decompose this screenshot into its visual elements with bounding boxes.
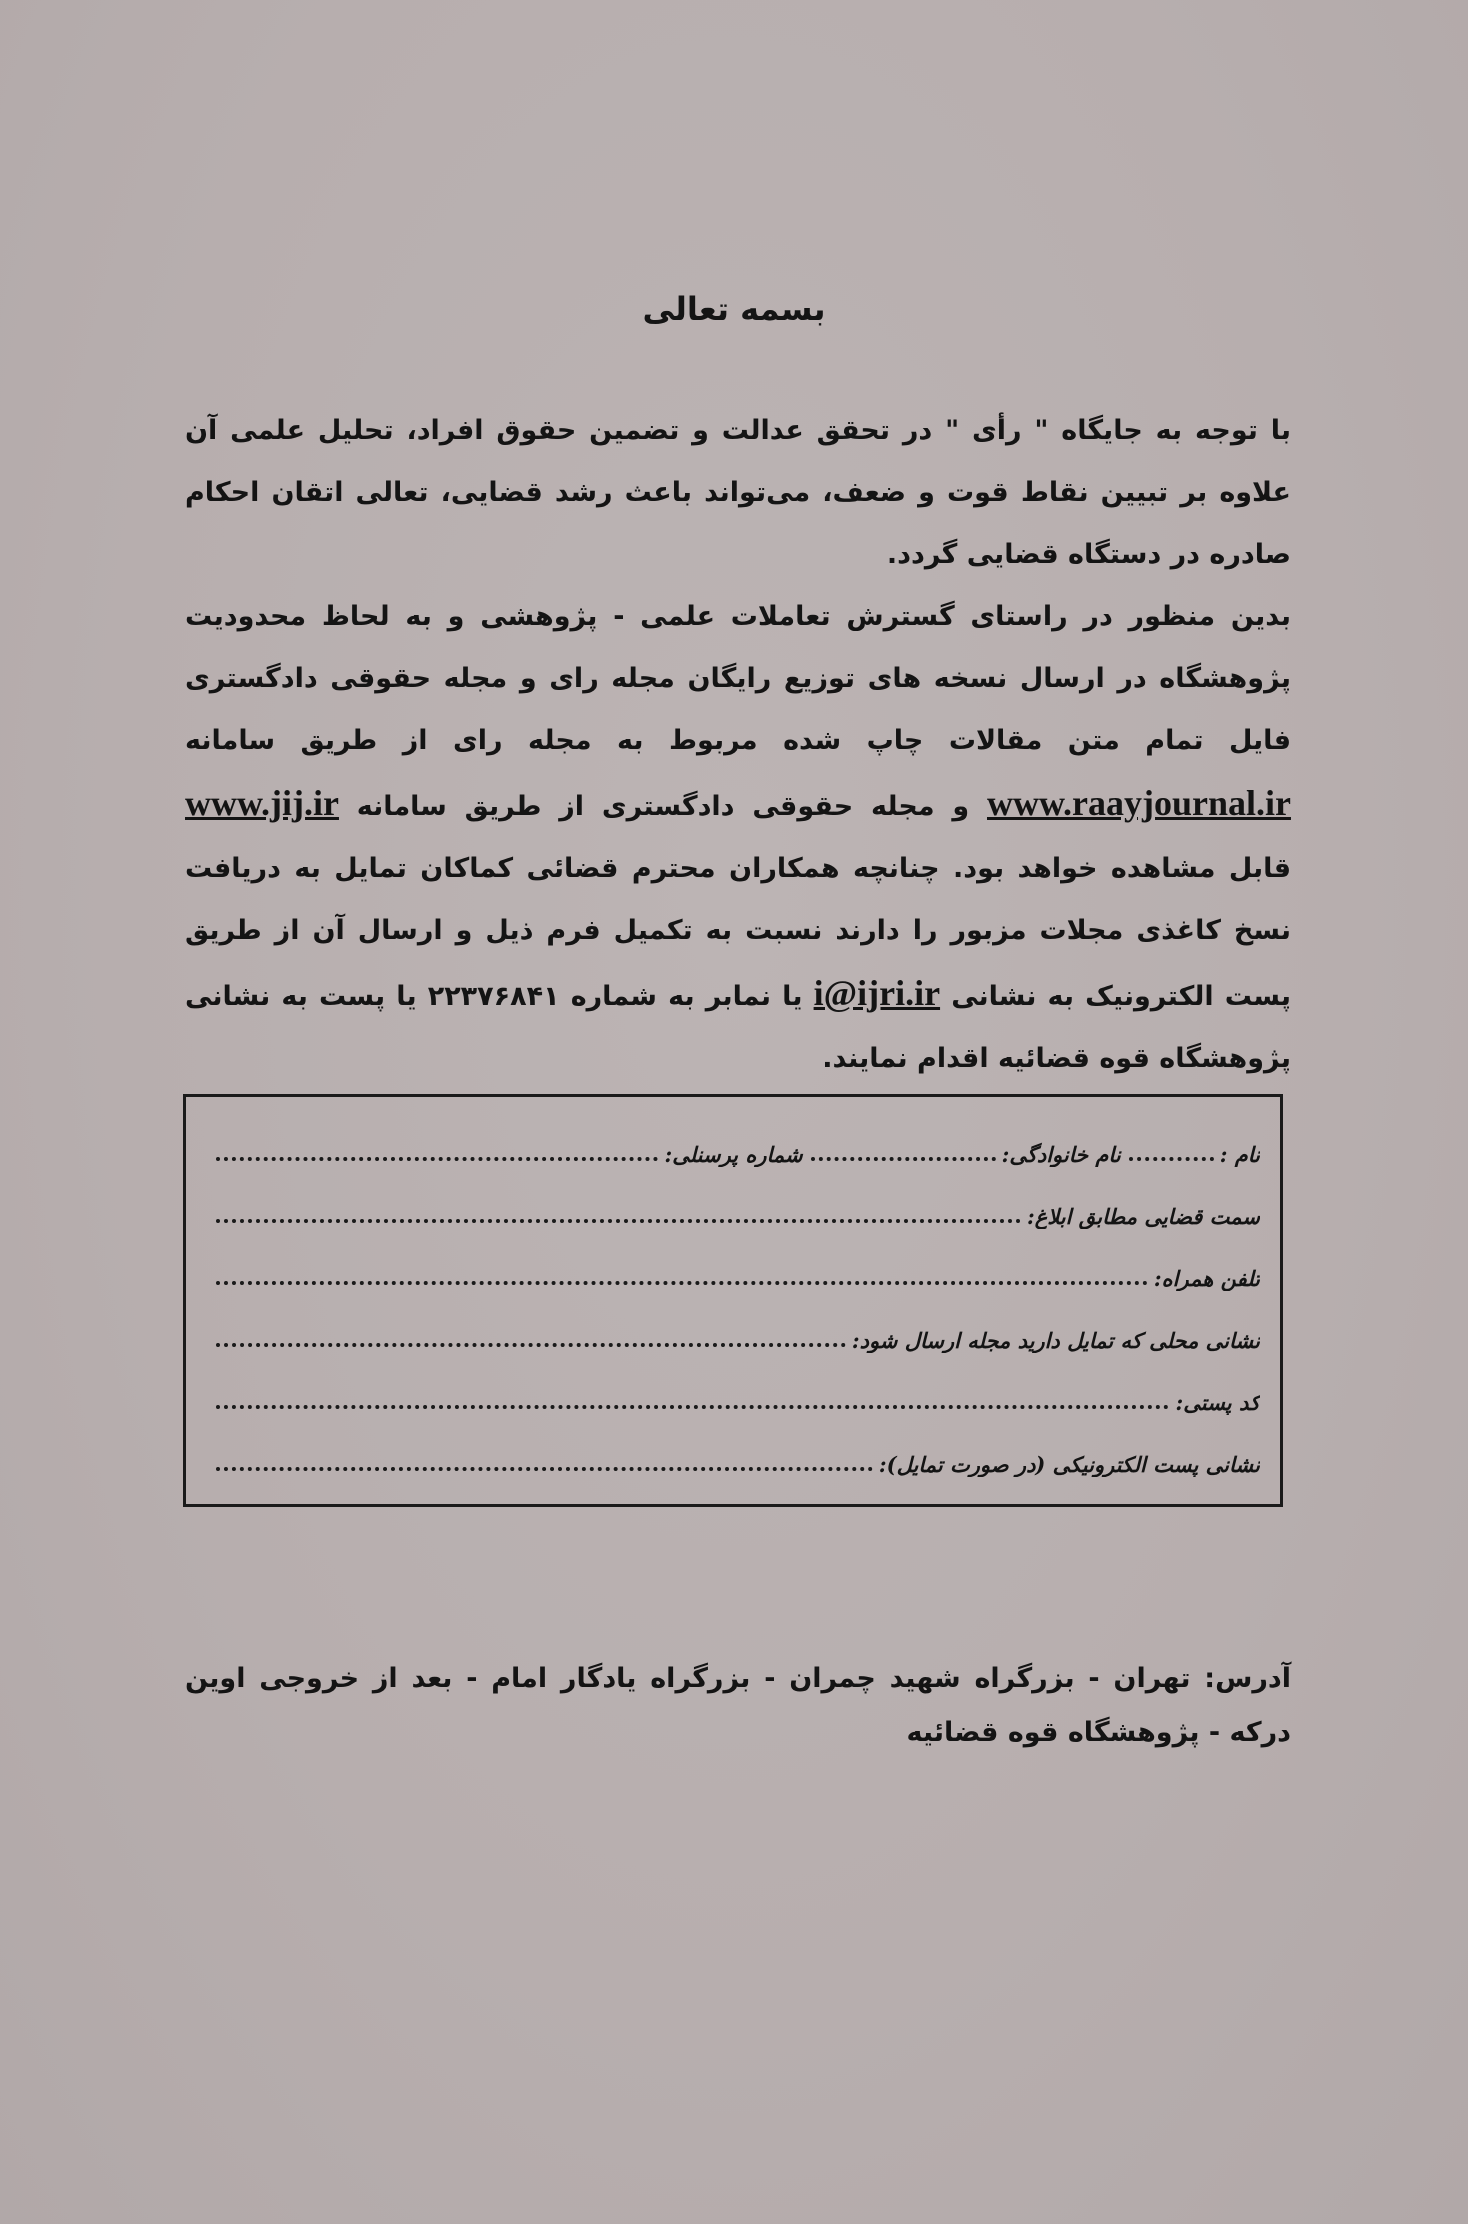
delivery-address-label: نشانی محلی که تمایل دارید مجله ارسال شود:: [851, 1328, 1260, 1353]
form-row-name: [216, 1117, 1260, 1167]
raayjournal-link[interactable]: www.raayjournal.ir: [987, 783, 1291, 823]
body-text: [185, 400, 1291, 1090]
email-link[interactable]: i@ijri.ir: [813, 973, 941, 1013]
position-label: سمت قضایی مطابق ابلاغ:: [1026, 1204, 1260, 1229]
name-label: نام :: [1219, 1142, 1260, 1167]
paragraph-text-4: یا نمابر به شماره ۲۲۳۷۶۸۴۱ یا پست به نشانی پژوهشگاه قوه قضائیه اقدام نمایند.: [185, 981, 1291, 1074]
mobile-field[interactable]: [216, 1281, 1148, 1285]
address-paragraph: [185, 1652, 1291, 1760]
delivery-address-field[interactable]: [216, 1343, 846, 1347]
name-field[interactable]: [1129, 1157, 1214, 1161]
mobile-label: تلفن همراه:: [1153, 1266, 1260, 1291]
paragraph-details: [185, 586, 1291, 1090]
paragraph-text-3: قابل مشاهده خواهد بود. چنانچه همکاران محترم قضائی کماکان تمایل به دریافت نسخ کاغذی مجلات مزبور را دارند نسبت به تکمیل فرم ذیل و ارسال آن از طریق پست الکترونیک به نشانی: [185, 853, 1292, 1012]
email-label: نشانی پست الکترونیکی (در صورت تمایل):: [878, 1452, 1260, 1477]
form-row-position: [216, 1179, 1260, 1229]
jij-link[interactable]: www.jij.ir: [185, 783, 339, 823]
family-name-field[interactable]: [811, 1157, 996, 1161]
form-row-address: [216, 1303, 1260, 1353]
family-name-label: نام خانوادگی:: [1001, 1142, 1121, 1167]
postal-code-label: کد پستی:: [1175, 1390, 1260, 1415]
email-field[interactable]: [216, 1467, 873, 1471]
address-text: تهران - بزرگراه شهید چمران - بزرگراه یادگار امام - بعد از خروجی اوین درکه - پژوهشگاه قوه قضائیه: [185, 1663, 1291, 1748]
address-block: [185, 1652, 1291, 1760]
paragraph-text-2: و مجله حقوقی دادگستری از طریق سامانه: [356, 791, 970, 822]
paragraph-intro: با توجه به جایگاه " رأی " در تحقق عدالت و تضمین حقوق افراد، تحلیل علمی آن علاوه بر تبیین نقاط قوت و ضعف، می‌تواند باعث رشد قضایی، تعالی اتقان احکام صادره در دستگاه قضایی گردد.: [185, 415, 1291, 570]
request-form: [183, 1094, 1283, 1507]
form-row-email: [216, 1427, 1260, 1477]
personnel-number-field[interactable]: [216, 1157, 658, 1161]
form-row-postal: [216, 1365, 1260, 1415]
form-row-mobile: [216, 1241, 1260, 1291]
postal-code-field[interactable]: [216, 1405, 1169, 1409]
personnel-number-label: شماره پرسنلی:: [664, 1142, 803, 1167]
page-title: بسمه تعالی: [642, 290, 826, 328]
position-field[interactable]: [216, 1219, 1021, 1223]
paragraph-text-1: بدین منظور در راستای گسترش تعاملات علمی - پژوهشی و به لحاظ محدودیت پژوهشگاه در ارسال نسخه های توزیع رایگان مجله رای و مجله حقوقی دادگستری فایل تمام متن مقالات چاپ شده مربوط به مجله رای از طریق سامانه: [185, 601, 1291, 756]
address-label: آدرس:: [1204, 1663, 1291, 1694]
